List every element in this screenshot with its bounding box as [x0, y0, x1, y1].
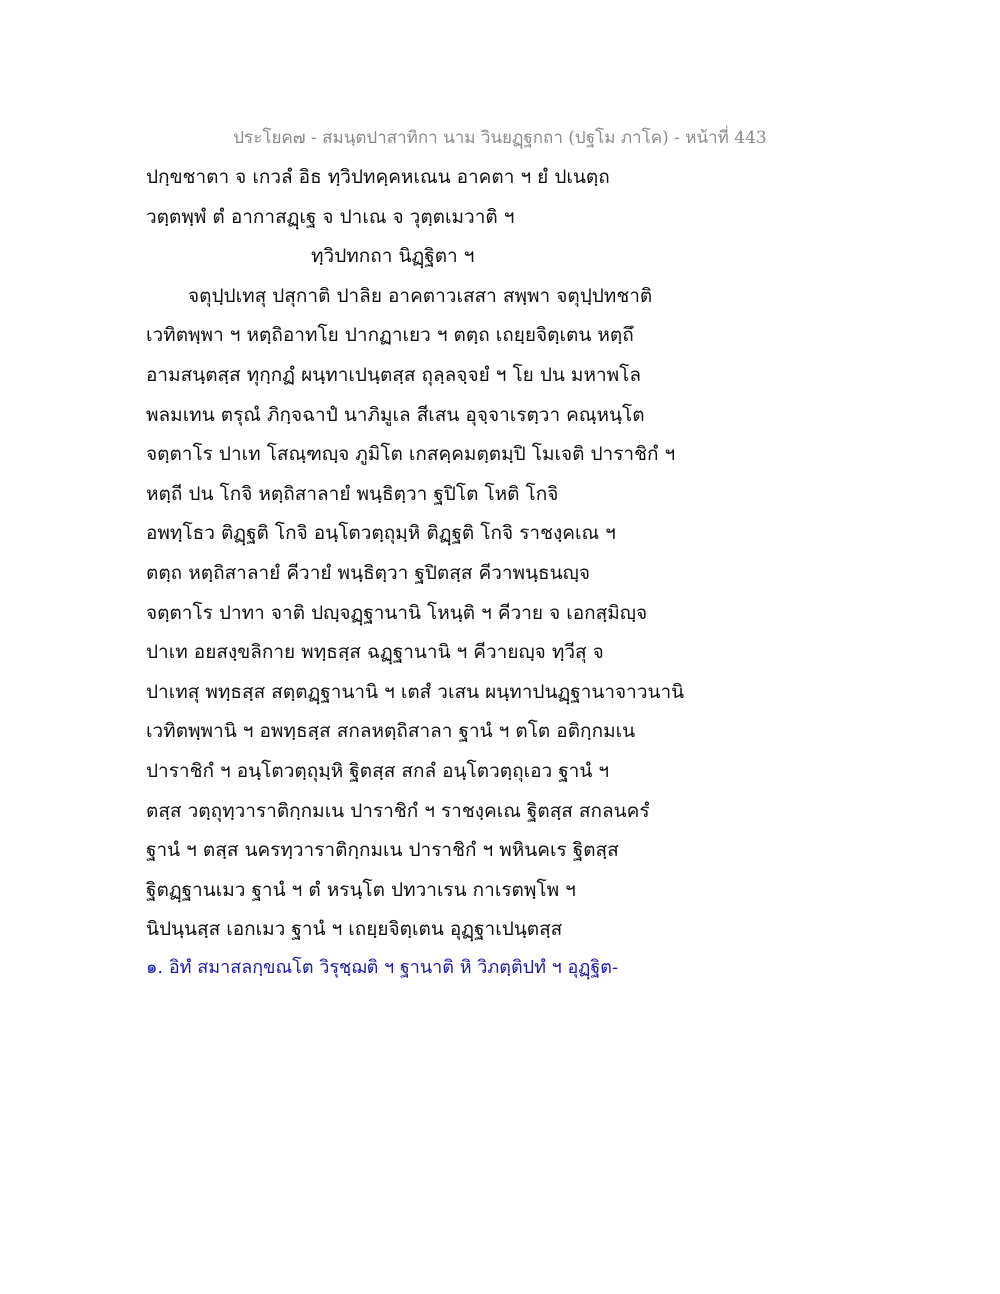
paragraph-start-line: จตุปฺปเทสุ ปสุกาติ ปาลิย อาคตาวเสสา สพฺพา จตุปฺปทชาติ [188, 284, 653, 307]
text-line: ตสฺส วตฺถุทฺวาราติกฺกมเน ปาราชิกํ ฯ ราชงฺคเณ ฐิตสฺส สกลนครํ [146, 799, 650, 822]
text-line: ปกฺขชาตา จ เกวลํ อิธ ทฺวิปทคฺคหเณน อาคตา ฯ ยํ ปเนตฺถ [146, 166, 610, 188]
text-line: ปาเท อยสงฺขลิกาย พทฺธสฺส ฉฏฺฐานานิ ฯ คีวายญฺจ ทฺวีสุ จ [146, 641, 604, 664]
text-line: เวทิตพฺพา ฯ หตฺถิอาทโย ปากฏาเยว ฯ ตตฺถ เถยฺยจิตฺเตน หตฺถึ [146, 324, 634, 347]
text-line: หตฺถี ปน โกจิ หตฺถิสาลายํ พนฺธิตฺวา ฐปิโต โหติ โกจิ [146, 482, 559, 505]
text-line: ฐานํ ฯ ตสฺส นครทฺวาราติกฺกมเน ปาราชิกํ ฯ พหินคเร ฐิตสฺส [146, 839, 619, 862]
text-line: อพทฺโธว ติฏฺฐติ โกจิ อนฺโตวตฺถุมฺหิ ติฏฺฐติ โกจิ ราชงฺคเณ ฯ [146, 522, 616, 545]
text-line: ฐิตฏฺฐานเมว ฐานํ ฯ ตํ หรนฺโต ปทวาเรน กาเรตพฺโพ ฯ [146, 878, 576, 901]
text-line: ปาเทสุ พทฺธสฺส สตฺตฏฺฐานานิ ฯ เตสํ วเสน ผนฺทาปนฏฺฐานาจาวนานิ [146, 680, 685, 703]
text-line: เวทิตพฺพานิ ฯ อพทฺธสฺส สกลหตฺถิสาลา ฐานํ ฯ ตโต อติกฺกมเน [146, 720, 636, 743]
text-line: นิปนฺนสฺส เอกเมว ฐานํ ฯ เถยฺยจิตฺเตน อุฏฺฐาเปนฺตสฺส [146, 918, 563, 941]
text-line: จตฺตาโร ปาทา จาติ ปญฺจฏฺฐานานิ โหนฺติ ฯ คีวาย จ เอกสฺมิญฺจ [146, 601, 648, 624]
body-text [146, 158, 686, 950]
text-line: จตฺตาโร ปาเท โสณฺฑญฺจ ภูมิโต เกสคฺคมตฺตมฺปิ โมเจติ ปาราชิกํ ฯ [146, 443, 676, 466]
text-line: วตฺตพฺพํ ตํ อากาสฏฺเฐ จ ปาเณ จ วุตฺตเมวาติ ฯ [146, 205, 515, 228]
text-line: ปาราชิกํ ฯ อนฺโตวตฺถุมฺหิ ฐิตสฺส สกลํ อนฺโตวตฺถุเอว ฐานํ ฯ [146, 759, 610, 782]
section-end-heading: ทฺวิปทกถา นิฏฺฐิตา ฯ [311, 245, 475, 268]
footnote: ๑. อิทํ สมาสลกฺขณโต วิรุชฺฌติ ฯ ฐานาติ หิ วิภตฺติปทํ ฯ อุฏฺฐิต- [146, 957, 619, 978]
page-header: ประโยค๗ - สมนฺตปาสาทิกา นาม วินยฏฺฐกถา (ปฐโม ภาโค) - หน้าที่ 443 [233, 128, 767, 148]
text-line: อามสนฺตสฺส ทุกฺกฏํ ผนฺทาเปนฺตสฺส ถุลฺลจฺจยํ ฯ โย ปน มหาพโล [146, 363, 642, 386]
text-line: พลมเทน ตรุณํ ภิกฺจฉาปํ นาภิมูเล สีเสน อุจฺจาเรตฺวา คณฺหนฺโต [146, 403, 645, 426]
text-line: ตตฺถ หตฺถิสาลายํ คีวายํ พนฺธิตฺวา ฐปิตสฺส คีวาพนฺธนญฺจ [146, 561, 590, 584]
